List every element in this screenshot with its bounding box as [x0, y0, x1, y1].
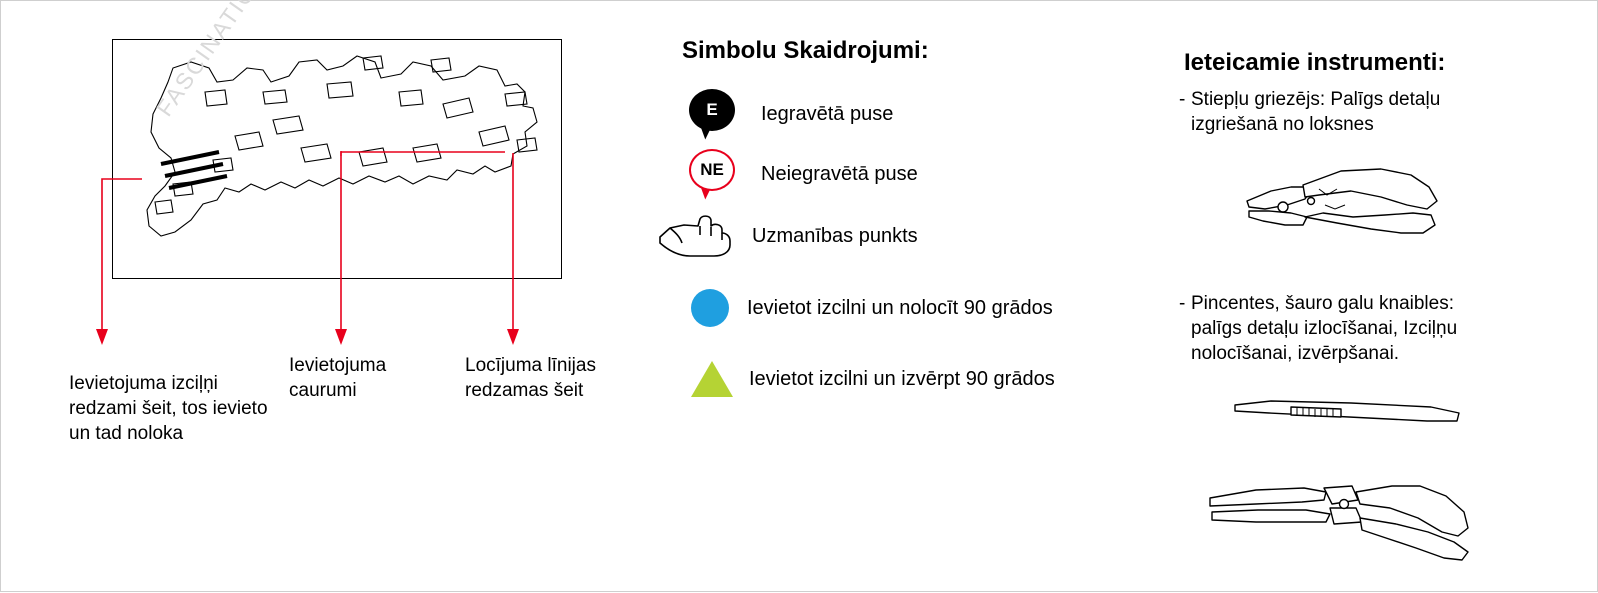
legend-label-attention-point: Uzmanības punkts [752, 224, 918, 247]
tool-text-1-label: Stiepļu griezējs: Palīgs detaļu izgriešanā no loksnes [1191, 89, 1441, 135]
part-outline-drawing [113, 40, 561, 278]
needle-nose-pliers-icon [1206, 456, 1506, 566]
legend-label-insert-twist-90: Ievietot izcilni un izvērpt 90 grādos [749, 367, 1055, 390]
bubble-badge-ne: NE [689, 149, 735, 191]
legend-label-non-engraved-side: Neiegravētā puse [761, 162, 918, 185]
legend-label-engraved-side: Iegravētā puse [761, 102, 894, 125]
callout-label-holes: Ievietojuma caurumi [289, 355, 387, 401]
blue-circle-icon [691, 289, 729, 327]
tweezers-icon [1231, 391, 1471, 441]
callout-label-fold-lines: Locījuma līnijas redzamas šeit [465, 355, 596, 401]
tool-bullet-1: - [1179, 89, 1186, 110]
bubble-badge-e: E [689, 89, 735, 131]
red-outline-speech-bubble-ne-icon [689, 149, 743, 199]
wire-cutter-icon [1241, 161, 1456, 251]
tool-bullet-2: - [1179, 293, 1186, 314]
tool-description-wire-cutter [1179, 87, 1501, 137]
legend-item-insert-fold-90 [691, 289, 1053, 327]
legend-label-insert-fold-90: Ievietot izcilni un nolocīt 90 grādos [747, 296, 1053, 319]
tool-description-pliers [1179, 291, 1501, 366]
pointing-hand-icon [656, 213, 738, 259]
tools-title: Ieteicamie instrumenti: [1184, 49, 1446, 76]
legend-title: Simbolu Skaidrojumi: [682, 37, 929, 64]
black-speech-bubble-e-icon [689, 89, 743, 139]
legend-item-engraved-side [689, 89, 893, 139]
callout-label-tabs: Ievietojuma izciļņi redzami šeit, tos ievieto un tad noloka [69, 373, 268, 444]
tool-text-2-label: Pincentes, šauro galu knaibles: palīgs detaļu izlocīšanai, Izciļņu nolocīšanai, izvērpšanai. [1191, 293, 1458, 364]
green-triangle-icon [691, 361, 733, 397]
legend-item-attention-point [656, 213, 918, 259]
part-diagram-frame [112, 39, 562, 279]
legend-item-insert-twist-90 [691, 361, 1055, 397]
legend-item-non-engraved-side [689, 149, 918, 199]
